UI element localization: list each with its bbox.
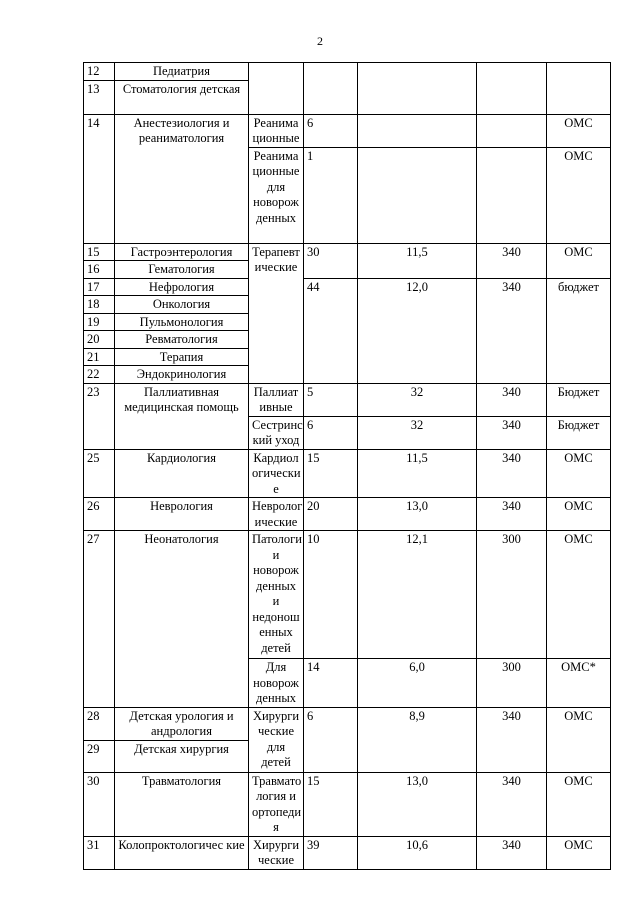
funding-cell: Бюджет xyxy=(547,383,611,416)
profile-cell: Паллиат ивные xyxy=(249,383,304,416)
row-number: 27 xyxy=(84,531,115,708)
specialty-name: Ревматология xyxy=(115,331,249,349)
funding-cell: ОМС xyxy=(547,243,611,278)
beds-cell: 1 xyxy=(304,147,358,243)
days-cell: 12,1 xyxy=(358,531,477,659)
specialty-name: Неонатология xyxy=(115,531,249,708)
work-cell: 340 xyxy=(477,416,547,449)
days-cell: 12,0 xyxy=(358,278,477,383)
work-cell xyxy=(477,114,547,147)
profile-cell: Хирурги ческие для детей xyxy=(249,707,304,772)
specialty-name: Паллиативная медицинская помощь xyxy=(115,383,249,449)
profile-cell: Реанима ционные для новорож денных xyxy=(249,147,304,243)
beds-cell: 14 xyxy=(304,659,358,708)
table-row xyxy=(84,449,611,498)
funding-cell: ОМС xyxy=(547,707,611,772)
funding-cell: ОМС xyxy=(547,836,611,869)
row-number: 25 xyxy=(84,449,115,498)
profile-cell: Кардиол огически е xyxy=(249,449,304,498)
days-cell: 32 xyxy=(358,383,477,416)
beds-cell: 5 xyxy=(304,383,358,416)
funding-cell: ОМС xyxy=(547,772,611,836)
work-cell: 300 xyxy=(477,659,547,708)
table-row xyxy=(84,531,611,659)
beds-cell: 39 xyxy=(304,836,358,869)
work-cell xyxy=(477,63,547,115)
bed-capacity-table xyxy=(83,62,611,870)
table-row xyxy=(84,836,611,869)
specialty-name: Стоматология детская xyxy=(115,80,249,114)
days-cell: 6,0 xyxy=(358,659,477,708)
row-number: 26 xyxy=(84,498,115,531)
table-row xyxy=(84,114,611,147)
funding-cell: ОМС xyxy=(547,114,611,147)
beds-cell: 6 xyxy=(304,416,358,449)
work-cell xyxy=(477,147,547,243)
work-cell: 340 xyxy=(477,449,547,498)
row-number: 20 xyxy=(84,331,115,349)
row-number: 30 xyxy=(84,772,115,836)
table-row xyxy=(84,498,611,531)
row-number: 14 xyxy=(84,114,115,243)
work-cell: 340 xyxy=(477,278,547,383)
funding-cell xyxy=(547,63,611,115)
beds-cell: 44 xyxy=(304,278,358,383)
funding-cell: ОМС xyxy=(547,147,611,243)
beds-cell xyxy=(304,63,358,115)
table-row xyxy=(84,278,611,296)
specialty-name: Детская хирургия xyxy=(115,740,249,772)
work-cell: 340 xyxy=(477,243,547,278)
beds-cell: 6 xyxy=(304,114,358,147)
funding-cell: Бюджет xyxy=(547,416,611,449)
row-number: 17 xyxy=(84,278,115,296)
row-number: 15 xyxy=(84,243,115,261)
work-cell: 340 xyxy=(477,772,547,836)
specialty-name: Нефрология xyxy=(115,278,249,296)
profile-cell: Невролог ические xyxy=(249,498,304,531)
funding-cell: бюджет xyxy=(547,278,611,383)
beds-cell: 6 xyxy=(304,707,358,772)
row-number: 21 xyxy=(84,348,115,366)
days-cell: 11,5 xyxy=(358,449,477,498)
funding-cell: ОМС xyxy=(547,449,611,498)
profile-cell: Хирурги ческие xyxy=(249,836,304,869)
specialty-name: Колопроктологичес кие xyxy=(115,836,249,869)
work-cell: 300 xyxy=(477,531,547,659)
days-cell: 32 xyxy=(358,416,477,449)
work-cell: 340 xyxy=(477,498,547,531)
row-number: 12 xyxy=(84,63,115,81)
specialty-name: Гематология xyxy=(115,261,249,279)
days-cell xyxy=(358,147,477,243)
specialty-name: Травматология xyxy=(115,772,249,836)
funding-cell: ОМС* xyxy=(547,659,611,708)
funding-cell: ОМС xyxy=(547,531,611,659)
row-number: 31 xyxy=(84,836,115,869)
beds-cell: 20 xyxy=(304,498,358,531)
row-number: 22 xyxy=(84,366,115,384)
profile-cell: Патологи и новорож денных и недонош енных детей xyxy=(249,531,304,659)
days-cell: 11,5 xyxy=(358,243,477,278)
table-row xyxy=(84,383,611,416)
profile-cell: Сестринс кий уход xyxy=(249,416,304,449)
row-number: 16 xyxy=(84,261,115,279)
days-cell: 13,0 xyxy=(358,772,477,836)
beds-cell: 10 xyxy=(304,531,358,659)
profile-cell: Терапевт ические xyxy=(249,243,304,383)
profile-cell: Реанима ционные xyxy=(249,114,304,147)
table-row xyxy=(84,707,611,740)
specialty-name: Эндокринология xyxy=(115,366,249,384)
funding-cell: ОМС xyxy=(547,498,611,531)
profile-cell: Для новорож денных xyxy=(249,659,304,708)
days-cell: 8,9 xyxy=(358,707,477,772)
specialty-name: Пульмонология xyxy=(115,313,249,331)
row-number: 28 xyxy=(84,707,115,740)
specialty-name: Кардиология xyxy=(115,449,249,498)
days-cell xyxy=(358,114,477,147)
work-cell: 340 xyxy=(477,836,547,869)
table-row xyxy=(84,63,611,81)
specialty-name: Гастроэнтерология xyxy=(115,243,249,261)
page-number: 2 xyxy=(317,34,323,48)
specialty-name: Детская урология и андрология xyxy=(115,707,249,740)
beds-cell: 30 xyxy=(304,243,358,278)
days-cell: 10,6 xyxy=(358,836,477,869)
profile-cell: Травмато логия и ортопеди я xyxy=(249,772,304,836)
work-cell: 340 xyxy=(477,707,547,772)
row-number: 13 xyxy=(84,80,115,114)
table-row xyxy=(84,772,611,836)
table-row xyxy=(84,243,611,261)
specialty-name: Терапия xyxy=(115,348,249,366)
work-cell: 340 xyxy=(477,383,547,416)
days-cell xyxy=(358,63,477,115)
row-number: 23 xyxy=(84,383,115,449)
row-number: 29 xyxy=(84,740,115,772)
specialty-name: Онкология xyxy=(115,296,249,314)
specialty-name: Педиатрия xyxy=(115,63,249,81)
days-cell: 13,0 xyxy=(358,498,477,531)
beds-cell: 15 xyxy=(304,449,358,498)
specialty-name: Анестезиология и реаниматология xyxy=(115,114,249,243)
profile-cell xyxy=(249,63,304,115)
specialty-name: Неврология xyxy=(115,498,249,531)
beds-cell: 15 xyxy=(304,772,358,836)
row-number: 19 xyxy=(84,313,115,331)
row-number: 18 xyxy=(84,296,115,314)
